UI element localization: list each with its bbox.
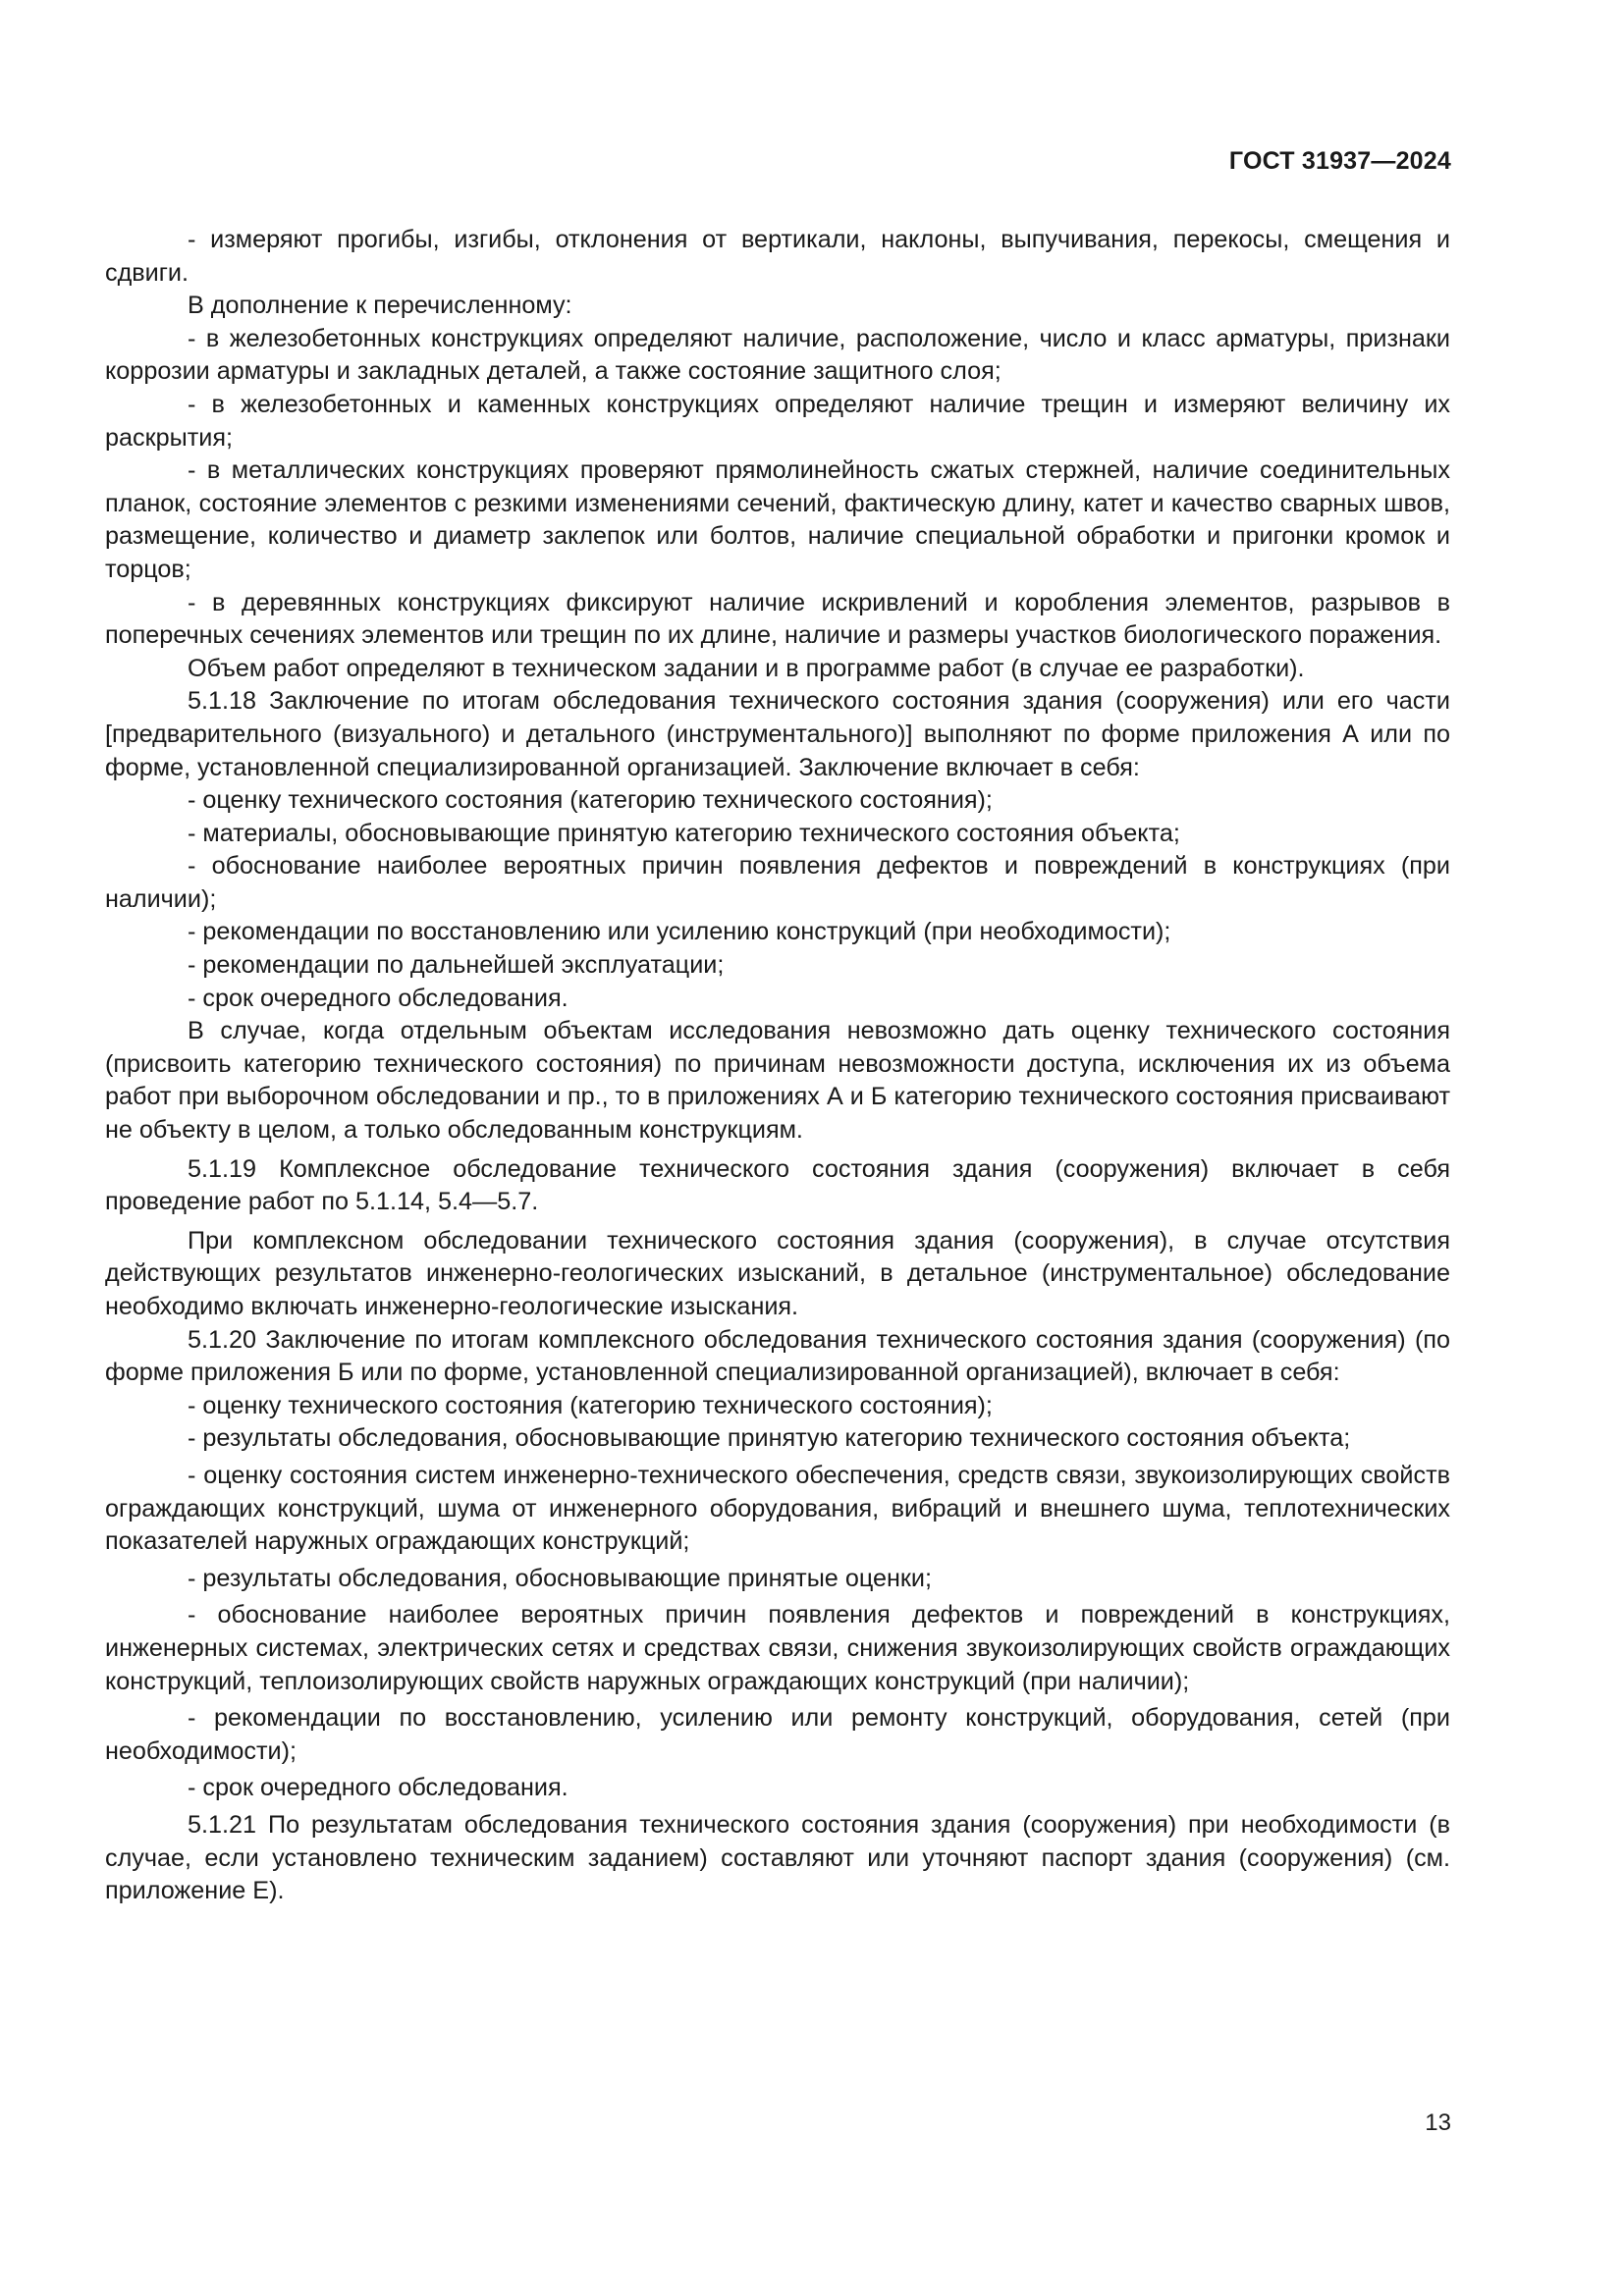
paragraph: В случае, когда отдельным объектам исследования невозможно дать оценку технического состояния (присвоить категорию технического состояния) по причинам невозможности доступа, исключения их из объема работ при выборочном обследовании и пр., то в приложениях А и Б категорию технического состояния присваивают не объекту в целом, а только обследованным конструкциям. <box>105 1017 1450 1145</box>
clause-5-1-19: 5.1.19 Комплексное обследование технического состояния здания (сооружения) включает в себя проведение работ по 5.1.14, 5.4—5.7. <box>105 1154 1450 1216</box>
paragraph: - результаты обследования, обосновывающие принятую категорию технического состояния объекта; <box>188 1424 1351 1453</box>
paragraph: - обоснование наиболее вероятных причин появления дефектов и повреждений в конструкциях (при наличии); <box>105 852 1450 913</box>
clause-5-1-18: 5.1.18 Заключение по итогам обследования технического состояния здания (сооружения) или его части [предварительного (визуального) и детального (инструментального)] выполняют по форме приложения А или по форме, установленной специализированной организацией. Заключение включает в себя: <box>105 687 1450 781</box>
clause-5-1-20: 5.1.20 Заключение по итогам комплексного обследования технического состояния здания (сооружения) (по форме приложения Б или по форме, установленной специализированной организацией), включает в себя: <box>105 1325 1450 1387</box>
paragraph: В дополнение к перечисленному: <box>188 292 572 320</box>
document-body <box>105 224 1450 1908</box>
paragraph: - обоснование наиболее вероятных причин появления дефектов и повреждений в конструкциях, инженерных системах, электрических сетях и средствах связи, снижения звукоизолирующих свойств ограждающих конструкций, теплоизолирующих свойств наружных ограждающих конструкций (при наличии); <box>105 1601 1450 1695</box>
paragraph: - рекомендации по дальнейшей эксплуатации; <box>188 951 725 980</box>
paragraph: - в железобетонных и каменных конструкциях определяют наличие трещин и измеряют величину их раскрытия; <box>105 390 1450 452</box>
paragraph: - рекомендации по восстановлению или усилению конструкций (при необходимости); <box>188 918 1171 946</box>
page-number: 13 <box>1425 2109 1451 2136</box>
paragraph: - рекомендации по восстановлению, усилению или ремонту конструкций, оборудования, сетей (при необходимости); <box>105 1704 1450 1765</box>
paragraph: - оценку состояния систем инженерно-технического обеспечения, средств связи, звукоизолирующих свойств ограждающих конструкций, шума от инженерного оборудования, вибраций и внешнего шума, теплотехнических показателей наружных ограждающих конструкций; <box>105 1461 1450 1556</box>
paragraph: - срок очередного обследования. <box>188 1774 568 1802</box>
paragraph: При комплексном обследовании технического состояния здания (сооружения), в случае отсутствия действующих результатов инженерно-геологических изысканий, в детальное (инструментальное) обследование необходимо включать инженерно-геологические изыскания. <box>105 1226 1450 1320</box>
paragraph: - в железобетонных конструкциях определяют наличие, расположение, число и класс арматуры, признаки коррозии арматуры и закладных деталей, а также состояние защитного слоя; <box>105 324 1450 386</box>
paragraph: - измеряют прогибы, изгибы, отклонения от вертикали, наклоны, выпучивания, перекосы, смещения и сдвиги. <box>105 226 1450 287</box>
clause-5-1-21: 5.1.21 По результатам обследования технического состояния здания (сооружения) при необходимости (в случае, если установлено техническим заданием) составляют или уточняют паспорт здания (сооружения) (см. приложение Е). <box>105 1810 1450 1905</box>
paragraph: - материалы, обосновывающие принятую категорию технического состояния объекта; <box>188 819 1180 847</box>
paragraph: - результаты обследования, обосновывающие принятые оценки; <box>188 1564 932 1592</box>
document-code-header: ГОСТ 31937—2024 <box>1228 147 1451 175</box>
paragraph: - в деревянных конструкциях фиксируют наличие искривлений и коробления элементов, разрывов в поперечных сечениях элементов или трещин по их длине, наличие и размеры участков биологического поражения. <box>105 588 1450 650</box>
paragraph: - оценку технического состояния (категорию технического состояния); <box>188 1391 993 1419</box>
paragraph: - в металлических конструкциях проверяют прямолинейность сжатых стержней, наличие соединительных планок, состояние элементов с резкими изменениями сечений, фактическую длину, катет и качество сварных швов, размещение, количество и диаметр заклепок или болтов, наличие специальной обработки и пригонки кромок и торцов; <box>105 456 1450 583</box>
paragraph: - оценку технического состояния (категорию технического состояния); <box>188 786 993 815</box>
paragraph: Объем работ определяют в техническом задании и в программе работ (в случае ее разработки). <box>188 654 1305 682</box>
paragraph: - срок очередного обследования. <box>188 984 568 1012</box>
